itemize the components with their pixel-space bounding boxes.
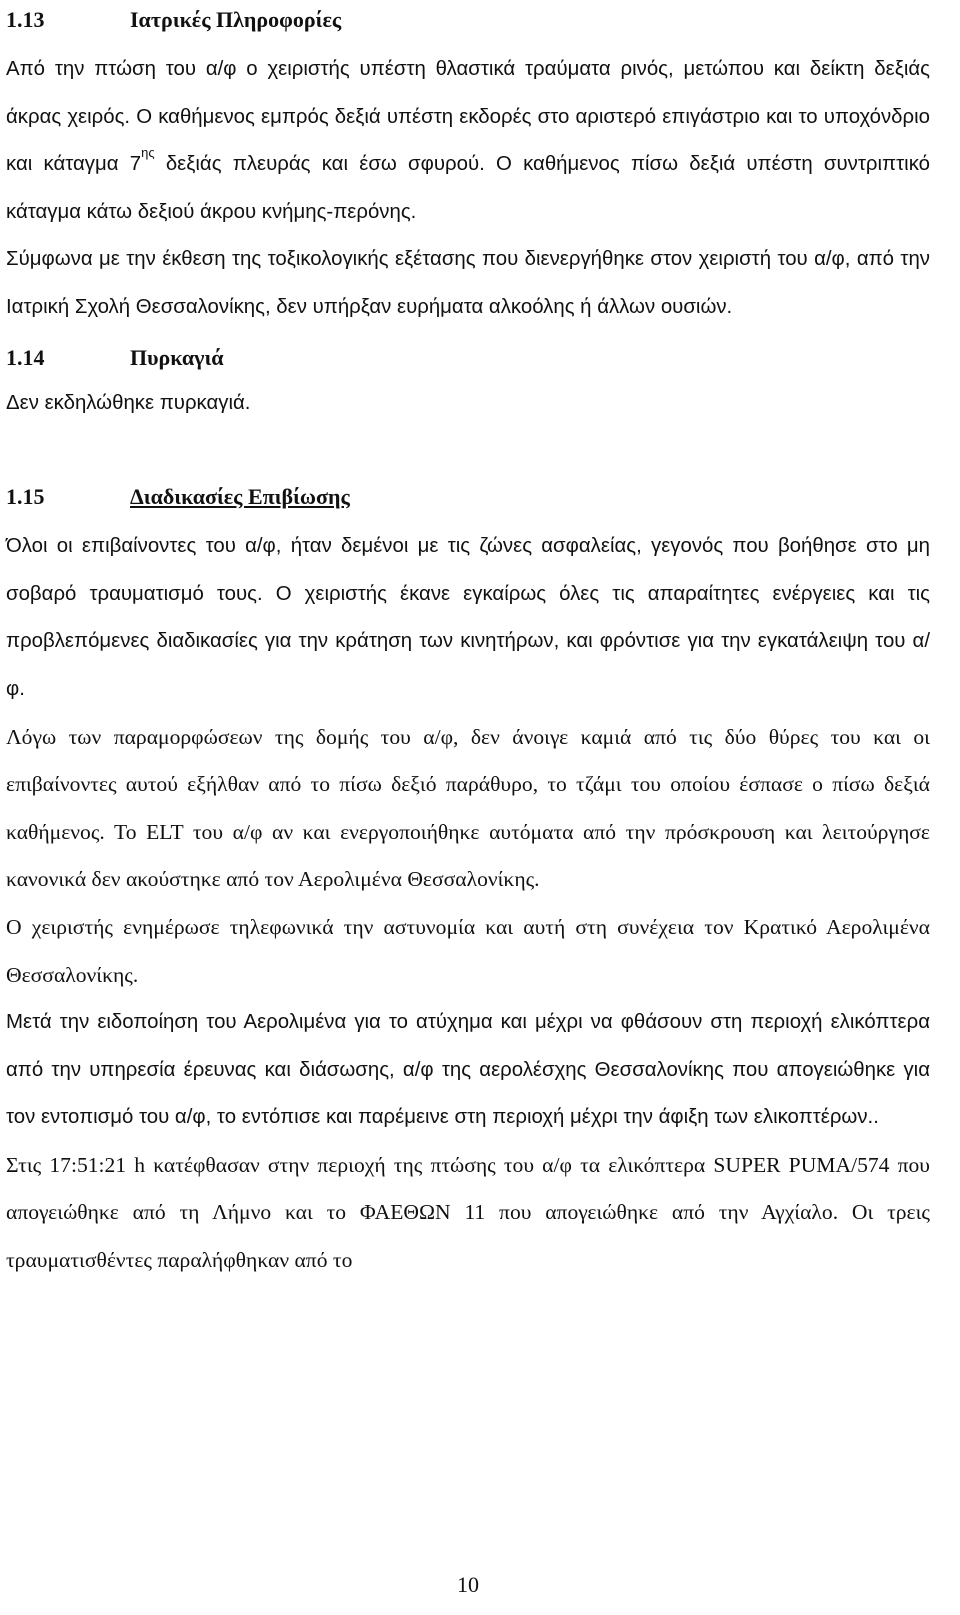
section-heading-1-14 <box>6 338 930 378</box>
section-heading-1-15 <box>6 477 930 517</box>
section-heading-1-13 <box>6 0 930 40</box>
section-title: Ιατρικές Πληροφορίες <box>130 7 342 32</box>
section-number: 1.14 <box>6 344 45 370</box>
paragraph-toxicology: Σύμφωνα με την έκθεση της τοξικολογικής εξέτασης που διενεργήθηκε στον χειριστή του α/φ, από την Ιατρική Σχολή Θεσσαλονίκης, δεν υπήρξαν ευρήματα αλκοόλης ή άλλων ουσιών. <box>6 248 930 318</box>
page-number: 10 <box>457 1572 479 1597</box>
paragraph-text: Το ELT του α/φ αν και ενεργοποιήθηκε αυτόματα από την πρόσκρουση και λειτούργησε κανονικά δεν ακούστηκε από τον Αερολιμένα Θεσσαλονίκης. <box>6 819 930 892</box>
paragraph-exit <box>6 714 930 904</box>
section-title: Διαδικασίες Επιβίωσης <box>130 484 350 510</box>
section-number: 1.13 <box>6 7 45 32</box>
paragraph-injuries <box>6 46 930 236</box>
section-title: Πυρκαγιά <box>130 344 224 370</box>
paragraph-helicopters: Στις 17:51:21 h κατέφθασαν στην περιοχή της πτώσης του α/φ τα ελικόπτερα SUPER PUMA/574 που απογειώθηκε από τη Λήμνο και το ΦΑΕΘΩΝ 11 που απογειώθηκε από την Αγχίαλο. Οι τρεις τραυματισθέντες παραλήφθηκαν από το <box>6 1152 930 1273</box>
paragraph-text: Από την πτώση του α/φ ο χειριστής υπέστη θλαστικά τραύματα ρινός, μετώπου και δείκτη δεξιάς άκρας χειρός. Ο καθήμενος εμπρός δεξιά υπέστη εκδορές στο αριστερό επιγάστριο και το υποχόνδριο και κάταγμα 7 <box>6 58 930 176</box>
paragraph-fire: Δεν εκδηλώθηκε πυρκαγιά. <box>6 391 251 414</box>
paragraph-police: Ο χειριστής ενημέρωσε τηλεφωνικά την αστυνομία και αυτή στη συνέχεια τον Κρατικό Αερολιμένα Θεσσαλονίκης. <box>6 914 930 987</box>
paragraph-text: δεξιάς πλευράς και έσω σφυρού. Ο καθήμενος πίσω δεξιά υπέστη συντριπτικό κάταγμα κάτω δεξιού άκρου κνήμης-περόνης. <box>6 153 930 223</box>
section-number: 1.15 <box>6 484 45 510</box>
paragraph-text: Λόγω των παραμορφώσεων της δομής του α/φ, δεν άνοιγε καμιά από τις δύο θύρες του και οι επιβαίνοντες αυτού εξήλθαν από το πίσω δεξιό παράθυρο, το τζάμι του οποίου έσπασε ο πίσω δεξιά καθήμενος. <box>6 724 930 844</box>
ordinal-suffix: ης <box>141 145 155 161</box>
paragraph-search: Μετά την ειδοποίηση του Αερολιμένα για το ατύχημα και μέχρι να φθάσουν στη περιοχή ελικόπτερα από την υπηρεσία έρευνας και διάσωσης, α/φ της αερολέσχης Θεσσαλονίκης που απογειώθηκε για τον εντοπισμό του α/φ, το εντόπισε και παρέμεινε στη περιοχή μέχρι την άφιξη των ελικοπτέρων.. <box>6 1011 930 1129</box>
paragraph-seatbelts: Όλοι οι επιβαίνοντες του α/φ, ήταν δεμένοι με τις ζώνες ασφαλείας, γεγονός που βοήθησε στο μη σοβαρό τραυματισμό τους. Ο χειριστής έκανε εγκαίρως όλες τις απαραίτητες ενέργειες και τις προβλεπόμενες διαδικασίες για την κράτηση των κινητήρων, και φρόντισε για την εγκατάλειψη του α/φ. <box>6 535 930 700</box>
document-body <box>6 0 930 1285</box>
